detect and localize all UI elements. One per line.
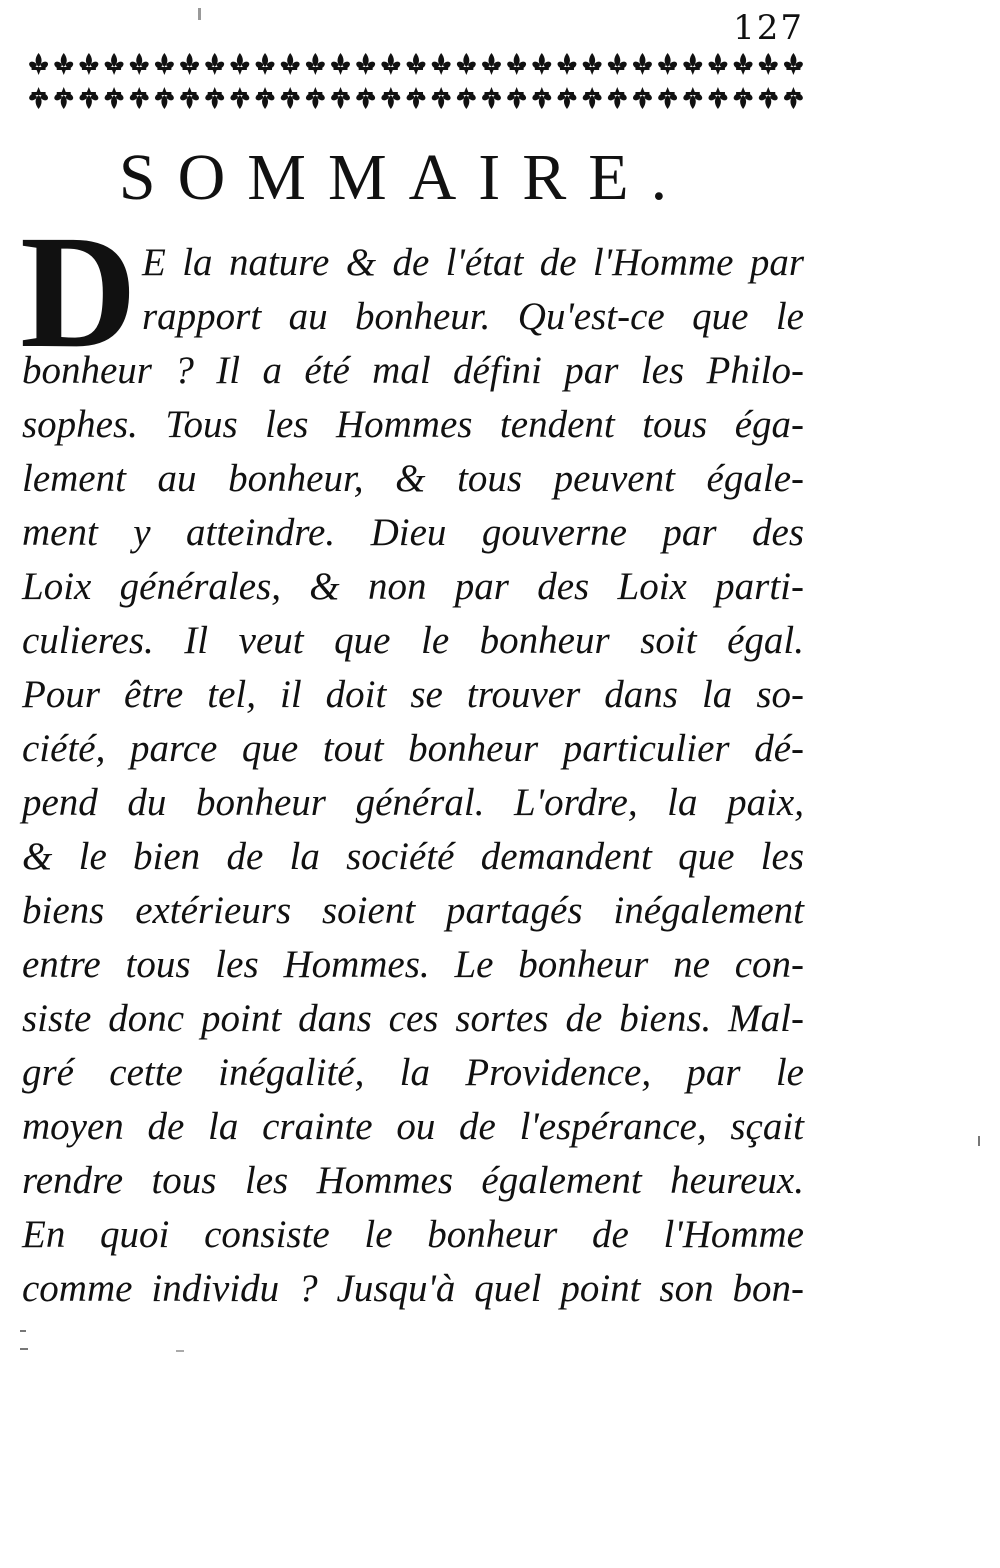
text-line: comme individu ? Jusqu'à quel point son bon- [22, 1267, 804, 1310]
text-line: bonheur ? Il a été mal défini par les Philo- [22, 349, 804, 392]
page-title: SOMMAIRE. [118, 141, 690, 214]
text-line: gré cette inégalité, la Providence, par le [22, 1051, 804, 1094]
text-line: & le bien de la société demandent que les [22, 835, 804, 878]
text-line: lement au bonheur, & tous peuvent égale- [22, 457, 804, 500]
text-line: siste donc point dans ces sortes de biens. Mal- [22, 997, 804, 1040]
drop-cap: D [20, 203, 137, 382]
text-line: ment y atteindre. Dieu gouverne par des [22, 511, 804, 554]
text-line: sophes. Tous les Hommes tendent tous éga- [22, 403, 804, 446]
text-line: pend du bonheur général. L'ordre, la paix, [22, 781, 804, 824]
page-number: 127 [733, 8, 804, 48]
text-line: culieres. Il veut que le bonheur soit égal. [22, 619, 804, 662]
text-line: rapport au bonheur. Qu'est-ce que le [142, 295, 804, 338]
text-line: Pour être tel, il doit se trouver dans la so- [22, 673, 804, 716]
text-line: rendre tous les Hommes également heureux. [22, 1159, 804, 1202]
fleur-de-lis-border-icon [16, 46, 806, 116]
text-line: Loix générales, & non par des Loix parti- [22, 565, 804, 608]
text-line: ciété, parce que tout bonheur particulier dé- [22, 727, 804, 770]
text-line: moyen de la crainte ou de l'espérance, sçait [22, 1105, 804, 1148]
text-line: En quoi consiste le bonheur de l'Homme [22, 1213, 804, 1256]
text-line: E la nature & de l'état de l'Homme par [142, 241, 804, 284]
text-line: biens extérieurs soient partagés inégalement [22, 889, 804, 932]
text-line: entre tous les Hommes. Le bonheur ne con- [22, 943, 804, 986]
